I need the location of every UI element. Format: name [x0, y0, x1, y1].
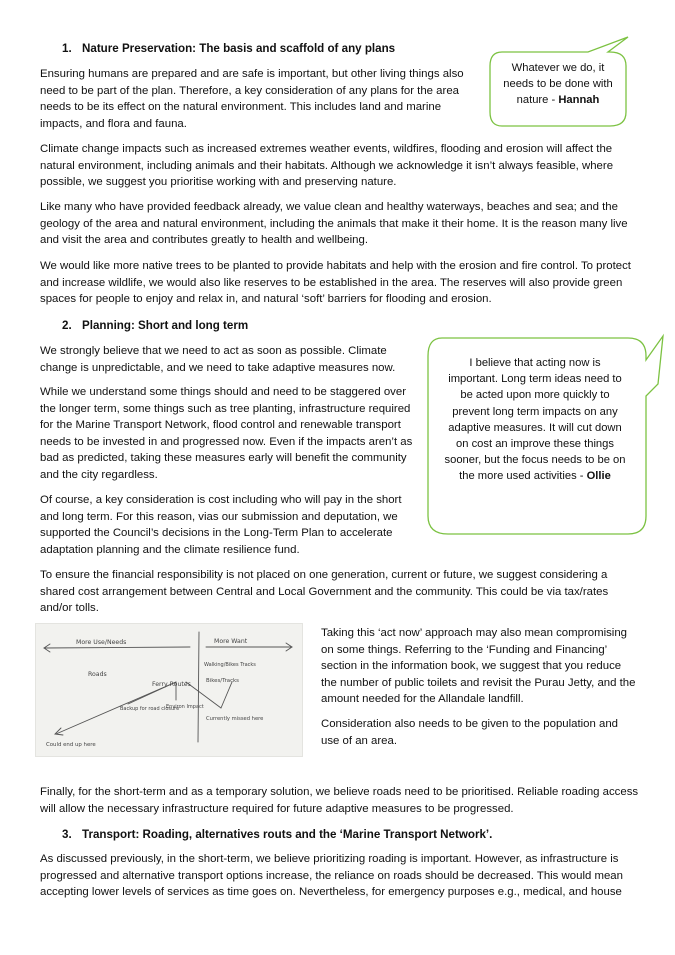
section-2-heading	[62, 318, 248, 334]
sketch-bikes-label: Bikes/Tracks	[206, 678, 239, 684]
ollie-quote	[443, 355, 627, 485]
hannah-quote-author: Hannah	[558, 94, 600, 107]
section-1-heading	[62, 41, 395, 57]
section-2-paragraph-5: Taking this ‘act now’ approach may also mean compromising on some things. Referring to the ‘Funding and Financing’ section in the information book, we suggest that you reduce the number of public toilets and revisit the Purau Jetty, and the amount needed for the Allandale landfill.	[321, 627, 636, 706]
sketch-drawing	[36, 624, 302, 756]
section-2-paragraph-1: We strongly believe that we need to act as soon as possible. Climate change is unpredictable, and we need to take adaptive measures now.	[40, 345, 396, 374]
sketch-walking-label: Walking/Bikes Tracks	[204, 662, 256, 668]
section-3-number: 3.	[62, 828, 72, 841]
sketch-currently-label: Currently missed here	[206, 716, 264, 722]
section-1-paragraph-3: Like many who have provided feedback already, we value clean and healthy waterways, beaches and sea; and the geology of the area and natural environment, including the animals that make it their home. It is the reason many live and visit the area and contributes greatly to health and wellbeing.	[40, 201, 628, 247]
sketch-backup-label: Backup for road closure	[120, 706, 180, 712]
sketch-left-arrow-label: More Use/Needs	[76, 639, 127, 646]
section-3-heading	[62, 827, 492, 843]
hand-drawn-sketch	[35, 623, 303, 757]
section-1-number: 1.	[62, 42, 72, 55]
section-2-title: Planning: Short and long term	[82, 319, 249, 332]
section-1-paragraph-1: Ensuring humans are prepared and are safe is important, but other living things also need to be part of the plan. Therefore, a key consideration of any plans for the area needs to be its effect on the natural environment. This includes land and marine impacts, and flora and fauna.	[40, 68, 464, 130]
ollie-quote-text: I believe that acting now is important. Long term ideas need to be acted upon more quickly to prevent long term impacts on any adaptive measures. It will cut down on cost an improve these things sooner, but the focus needs to be on the more used activities -	[444, 357, 626, 483]
sketch-environ-label: Environ Impact	[166, 704, 204, 710]
section-2-paragraph-6: Consideration also needs to be given to the population and use of an area.	[321, 718, 619, 747]
sketch-ferry-label: Ferry Routes	[152, 681, 191, 688]
sketch-roads-label: Roads	[88, 671, 107, 678]
section-2-paragraph-3: Of course, a key consideration is cost including who will pay in the short and long term. For this reason, vias our submission and deputation, we supported the Council’s decisions in the Long-Term Plan to accelerate adaptation planning and the climate resilience fund.	[40, 494, 402, 556]
section-1-title: Nature Preservation: The basis and scaffold of any plans	[82, 42, 396, 55]
section-2-paragraph-4: To ensure the financial responsibility is not placed on one generation, current or future, we suggest considering a shared cost arrangement between Central and Local Government and the community. This could be via tax/rates and/or tolls.	[40, 569, 609, 615]
hannah-quote	[498, 60, 618, 109]
section-2-paragraph-2: While we understand some things should and need to be staggered over the longer term, some things such as tree planting, infrastructure required for the Marine Transport Network, flood control and renewable transport needs to be invested in and progressed now. Even if the impacts aren’t as bad as predicted, taking these measures early will benefit the community and the city regardless.	[40, 386, 413, 481]
section-3-title: Transport: Roading, alternatives routs and the ‘Marine Transport Network’.	[82, 828, 493, 841]
section-2-number: 2.	[62, 319, 72, 332]
section-1-paragraph-4: We would like more native trees to be planted to provide habitats and help with the erosion and fire control. To protect and increase wildlife, we would also like reserves to be established in the area. The reserves will also provide green spaces for people to enjoy and relax in, and natural ‘soft’ barriers for flooding and erosion.	[40, 260, 631, 306]
sketch-right-arrow-label: More Want	[214, 638, 248, 645]
section-1-paragraph-2: Climate change impacts such as increased extremes weather events, wildfires, flooding and erosion will affect the natural environment, including animals and their habitats. Although we acknowledge it isn’t always feasible, where possible, we suggest you prioritise working with and preserving nature.	[40, 143, 614, 189]
ollie-quote-author: Ollie	[586, 470, 611, 483]
sketch-could-label: Could end up here	[46, 742, 96, 748]
section-3-paragraph-1: As discussed previously, in the short-term, we believe prioritizing roading is important. However, as infrastructure is progressed and alternative transport options increase, the reliance on roads should be decreased. This would mean accepting lower levels of services as time goes on. Nevertheless, for emergency purposes e.g., medical, and house	[40, 853, 623, 899]
section-2-paragraph-7: Finally, for the short-term and as a temporary solution, we believe roads need to be prioritised. Reliable roading access will allow the necessary infrastructure required for future adaptive measures to be progressed.	[40, 786, 639, 815]
hannah-quote-text: Whatever we do, it needs to be done with nature -	[503, 62, 613, 107]
